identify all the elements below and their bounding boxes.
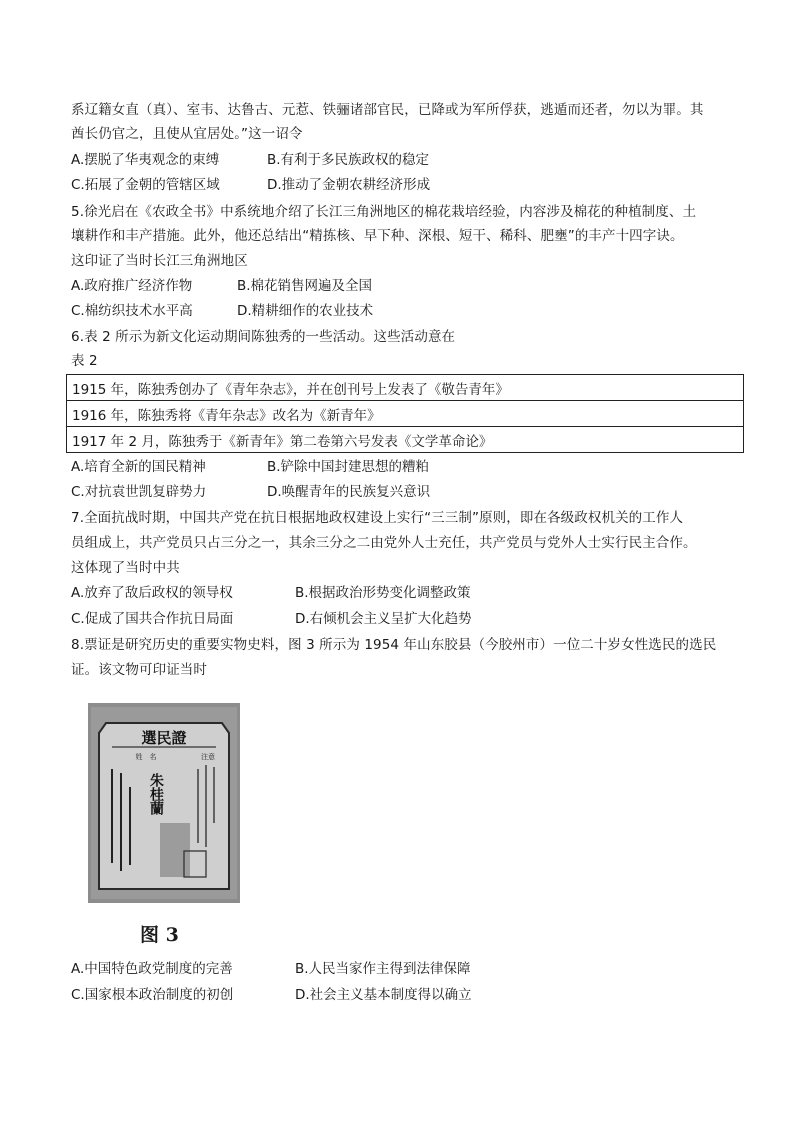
voter-certificate-illustration — [88, 703, 240, 903]
figure-caption: 图 3 — [140, 924, 179, 946]
q8-stem-line-1: 8.票证是研究历史的重要实物史料，图 3 所示为 1954 年山东胶县（今胶州市）一位二十岁女性选民的选民 — [71, 637, 717, 653]
certificate-title: 選民證 — [141, 729, 187, 747]
q6-table — [66, 374, 744, 453]
table-row — [67, 375, 744, 401]
q5-option-b: B.棉花销售网遍及全国 — [237, 278, 373, 294]
q6-option-a: A.培育全新的国民精神 — [71, 459, 206, 475]
q6-table-label: 表 2 — [71, 353, 98, 369]
q7-stem-line-3: 这体现了当时中共 — [71, 560, 180, 576]
q4-option-a: A.摆脱了华夷观念的束缚 — [71, 152, 220, 168]
q5-option-d: D.精耕细作的农业技术 — [237, 303, 374, 319]
q8-option-d: D.社会主义基本制度得以确立 — [295, 987, 472, 1003]
q8-option-a: A.中国特色政党制度的完善 — [71, 961, 233, 977]
q8-option-c: C.国家根本政治制度的初创 — [71, 987, 234, 1003]
q7-option-a: A.放弃了敌后政权的领导权 — [71, 585, 233, 601]
q6-option-c: C.对抗袁世凯复辟势力 — [71, 484, 207, 500]
table-cell: 1916 年，陈独秀将《青年杂志》改名为《新青年》 — [67, 401, 744, 427]
q6-stem: 6.表 2 所示为新文化运动期间陈独秀的一些活动。这些活动意在 — [71, 329, 456, 345]
certificate-note-label: 注意 — [201, 753, 215, 761]
q6-option-d: D.唤醒青年的民族复兴意识 — [267, 484, 431, 500]
voter-certificate-photo — [88, 703, 240, 903]
intro-line-1: 系辽籍女直（真）、室韦、达鲁古、元惹、铁骊诸部官民，已降或为军所俘获，逃遁而还者，勿以为罪。其 — [71, 102, 704, 118]
certificate-voter-name: 朱桂蘭 — [148, 773, 164, 815]
table-cell: 1915 年，陈独秀创办了《青年杂志》，并在创刊号上发表了《敬告青年》 — [67, 375, 744, 401]
q8-option-b: B.人民当家作主得到法律保障 — [295, 961, 471, 977]
q4-option-d: D.推动了金朝农耕经济形成 — [267, 177, 431, 193]
q5-option-c: C.棉纺织技术水平高 — [71, 303, 193, 319]
q7-stem-line-2: 员组成上，共产党员只占三分之一，其余三分之二由党外人士充任，共产党员与党外人士实行民主合作。 — [71, 535, 697, 551]
q6-option-b: B.铲除中国封建思想的糟粕 — [267, 459, 430, 475]
intro-line-2: 酋长仍官之，且使从宜居处。”这一诏令 — [71, 126, 303, 142]
q7-option-d: D.右倾机会主义呈扩大化趋势 — [295, 611, 472, 627]
q8-stem-line-2: 证。该文物可印证当时 — [71, 662, 207, 678]
q5-stem-line-2: 壤耕作和丰产措施。此外，他还总结出“精拣核、早下种、深根、短干、稀科、肥壅”的丰产十四字诀。 — [71, 228, 684, 244]
q7-option-c: C.促成了国共合作抗日局面 — [71, 611, 234, 627]
certificate-name-label: 姓 名 — [135, 753, 157, 761]
table-row — [67, 401, 744, 427]
q5-option-a: A.政府推广经济作物 — [71, 278, 193, 294]
table-cell: 1917 年 2 月，陈独秀于《新青年》第二卷第六号发表《文学革命论》 — [67, 427, 744, 453]
table-row — [67, 427, 744, 453]
q7-stem-line-1: 7.全面抗战时期，中国共产党在抗日根据地政权建设上实行“三三制”原则，即在各级政权机关的工作人 — [71, 510, 684, 526]
q4-option-c: C.拓展了金朝的管辖区域 — [71, 177, 220, 193]
q5-stem-line-3: 这印证了当时长江三角洲地区 — [71, 253, 248, 269]
q7-option-b: B.根据政治形势变化调整政策 — [295, 585, 471, 601]
q4-option-b: B.有利于多民族政权的稳定 — [267, 152, 430, 168]
q5-stem-line-1: 5.徐光启在《农政全书》中系统地介绍了长江三角洲地区的棉花栽培经验，内容涉及棉花的种植制度、土 — [71, 204, 697, 220]
